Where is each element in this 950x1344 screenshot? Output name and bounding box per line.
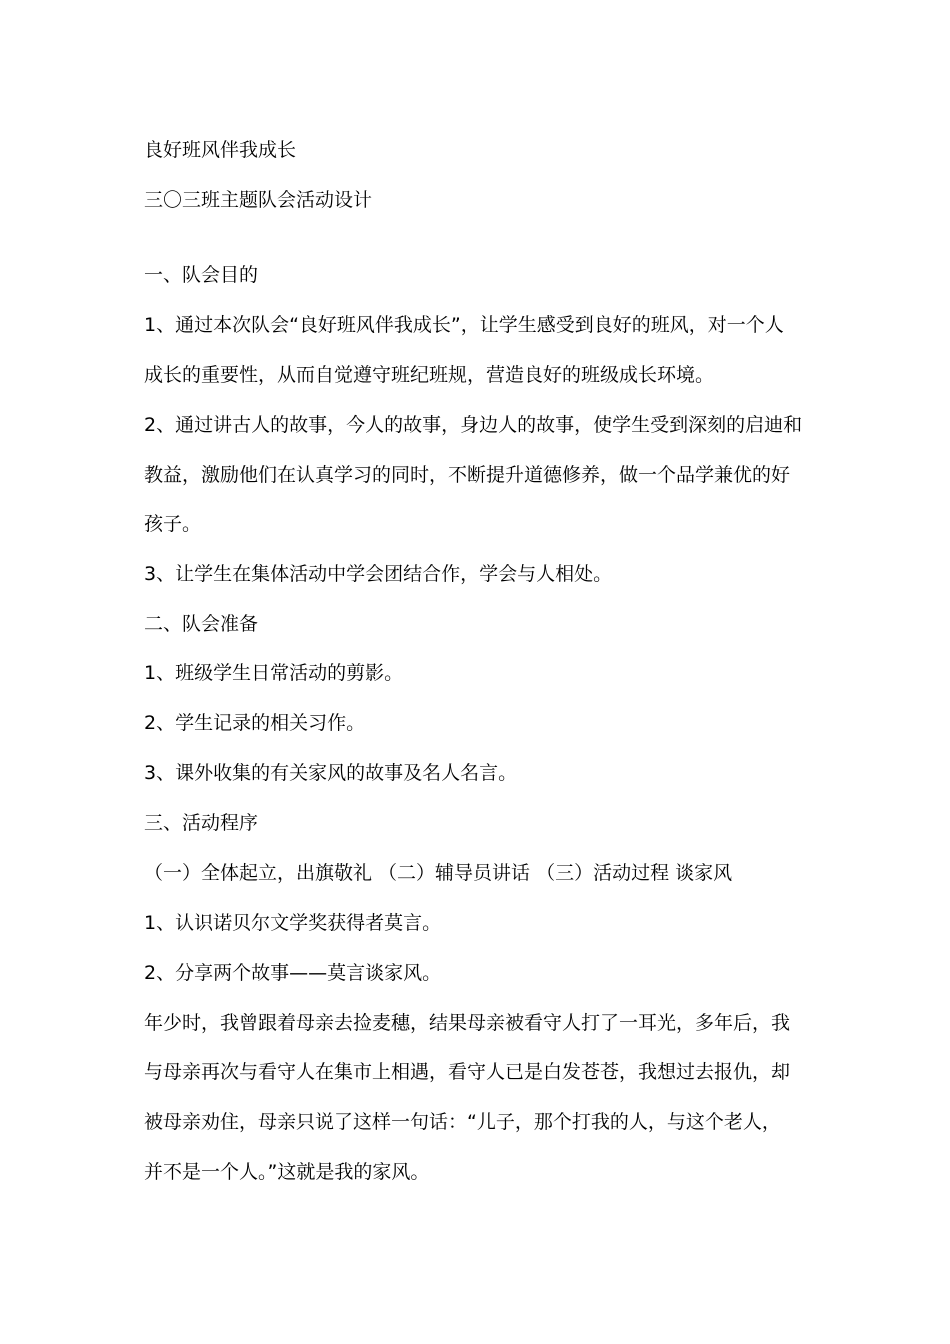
- prep-item2: 2、学生记录的相关习作。: [144, 712, 366, 734]
- story-line1: 年少时，我曾跟着母亲去捡麦穗，结果母亲被看守人打了一耳光，多年后，我: [144, 1012, 791, 1034]
- goal-item2-line1: 2、通过讲古人的故事，今人的故事，身边人的故事，使学生受到深刻的启迪和: [144, 414, 803, 436]
- document-subtitle: 三〇三班主题队会活动设计: [144, 189, 373, 211]
- goal-item2-line2: 教益，激励他们在认真学习的同时，不断提升道德修养，做一个品学兼优的好: [144, 464, 791, 486]
- story-line3: 被母亲劝住，母亲只说了这样一句话：“儿子，那个打我的人，与这个老人，: [144, 1111, 781, 1133]
- procedure-item2: 2、分享两个故事——莫言谈家风。: [144, 962, 442, 984]
- prep-item3: 3、课外收集的有关家风的故事及名人名言。: [144, 762, 518, 784]
- story-line2: 与母亲再次与看守人在集市上相遇，看守人已是白发苍苍，我想过去报仇，却: [144, 1061, 791, 1083]
- document-title: 良好班风伴我成长: [144, 139, 297, 161]
- procedure-item1: 1、认识诺贝尔文学奖获得者莫言。: [144, 912, 442, 934]
- goal-item1-line2: 成长的重要性，从而自觉遵守班纪班规，营造良好的班级成长环境。: [144, 364, 715, 386]
- section-heading-procedure: 三、活动程序: [144, 812, 259, 834]
- prep-item1: 1、班级学生日常活动的剪影。: [144, 662, 404, 684]
- procedure-steps-line: （一）全体起立，出旗敬礼 （二）辅导员讲话 （三）活动过程 谈家风: [144, 862, 733, 884]
- section-heading-goal: 一、队会目的: [144, 264, 259, 286]
- goal-item2-line3: 孩子。: [144, 513, 202, 535]
- section-heading-prep: 二、队会准备: [144, 613, 259, 635]
- story-line4: 并不是一个人。”这就是我的家风。: [144, 1161, 430, 1183]
- goal-item3: 3、让学生在集体活动中学会团结合作，学会与人相处。: [144, 563, 613, 585]
- goal-item1-line1: 1、通过本次队会“良好班风伴我成长”，让学生感受到良好的班风，对一个人: [144, 314, 784, 336]
